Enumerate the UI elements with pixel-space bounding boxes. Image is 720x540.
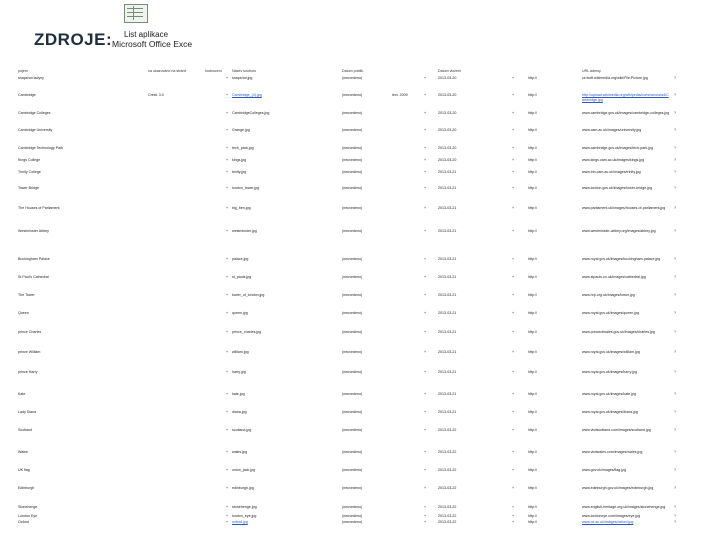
url-cell: www.hrp.org.uk/images/tower.jpg: [582, 293, 635, 297]
mark: ?: [674, 93, 676, 97]
source-name: snapshot ladyny: [18, 76, 44, 80]
separator: +: [226, 170, 229, 174]
separator: +: [226, 486, 229, 490]
header-cell: Datum publik.: [342, 69, 364, 73]
separator: +: [226, 350, 229, 354]
url-cell: www.royal.gov.uk/images/queen.jpg: [582, 311, 640, 315]
file-name: london_tower.jpg: [232, 186, 260, 190]
http-prefix: http://: [528, 186, 537, 190]
url-cell: www.royal.gov.uk/images/buckingham-palace.jpg: [582, 257, 661, 261]
insert-date: 2013-03-22: [438, 505, 457, 509]
excel-logo: [112, 4, 193, 50]
source-name: Westminster Abbey: [18, 229, 49, 233]
file-name: william.jpg: [232, 350, 249, 354]
insert-date: 2013-03-21: [438, 311, 457, 315]
separator: +: [424, 293, 427, 297]
file-name: Grange.jpg: [232, 128, 250, 132]
license: (neuvedeno): [342, 520, 363, 524]
insert-date: 2013-03-21: [438, 392, 457, 396]
license: (neuvedeno): [342, 410, 363, 414]
separator: +: [226, 514, 229, 518]
logo-line-1: List aplikace: [124, 30, 169, 39]
license: (neuvedeno): [342, 186, 363, 190]
separator: +: [424, 158, 427, 162]
separator: +: [424, 450, 427, 454]
separator: +: [512, 428, 515, 432]
url-cell: www.parliament.uk/images/houses-of-parliament.jpg: [582, 206, 666, 210]
insert-date: 2013-03-20: [438, 128, 457, 132]
mark: ?: [674, 468, 676, 472]
license: (neuvedeno): [342, 330, 363, 334]
license: (neuvedeno): [342, 128, 363, 132]
license: (neuvedeno): [342, 93, 363, 97]
separator: +: [226, 128, 229, 132]
insert-date: 2013-03-20: [438, 111, 457, 115]
insert-date: 2013-03-21: [438, 275, 457, 279]
source-name: Queen: [18, 311, 29, 315]
separator: +: [226, 410, 229, 414]
url-cell: www.cambridge.gov.uk/images/cambridge-colleges.jpg: [582, 111, 670, 115]
license: (neuvedeno): [342, 468, 363, 472]
source-name: Edinburgh: [18, 486, 35, 490]
http-prefix: http://: [528, 128, 537, 132]
separator: +: [226, 111, 229, 115]
http-prefix: http://: [528, 76, 537, 80]
http-prefix: http://: [528, 257, 537, 261]
separator: +: [226, 450, 229, 454]
file-name: CambridgeColleges.jpg: [232, 111, 270, 115]
source-name: Scotland: [18, 428, 32, 432]
file-name[interactable]: oxford.jpg: [232, 520, 248, 524]
insert-date: 2013-03-21: [438, 330, 457, 334]
header-cell: pojem: [18, 69, 28, 73]
url-cell[interactable]: www.ox.ac.uk/images/oxford.jpg: [582, 520, 634, 524]
url-cell: www.cam.ac.uk/images/university.jpg: [582, 128, 642, 132]
logo-line-2: Microsoft Office Exce: [112, 39, 193, 49]
mark: ?: [674, 486, 676, 490]
http-prefix: http://: [528, 468, 537, 472]
insert-date: 2013-03-20: [438, 146, 457, 150]
mark: ?: [674, 293, 676, 297]
separator: +: [512, 170, 515, 174]
separator: +: [226, 468, 229, 472]
source-name: Lady Diana: [18, 410, 37, 414]
file-name: trinity.jpg: [232, 170, 247, 174]
http-prefix: http://: [528, 392, 537, 396]
separator: +: [512, 330, 515, 334]
file-name: union_jack.jpg: [232, 468, 255, 472]
mark: ?: [674, 450, 676, 454]
http-prefix: http://: [528, 170, 537, 174]
file-name: edinburgh.jpg: [232, 486, 254, 490]
url-cell: www.edinburgh.gov.uk/images/edinburgh.jpg: [582, 486, 654, 490]
license: (neuvedeno): [342, 76, 363, 80]
insert-date: 2013-03-21: [438, 410, 457, 414]
separator: +: [512, 468, 515, 472]
url-cell: www.royal.gov.uk/images/harry.jpg: [582, 370, 637, 374]
mark: ?: [674, 514, 676, 518]
separator: +: [512, 514, 515, 518]
separator: +: [512, 76, 515, 80]
url-cell: www.english-heritage.org.uk/images/stonehenge.jpg: [582, 505, 666, 509]
header-cell: Název souboru: [232, 69, 257, 73]
insert-date: 2013-03-20: [438, 76, 457, 80]
separator: +: [226, 505, 229, 509]
source-name: Trinity College: [18, 170, 41, 174]
source-name: Cambridge Technology Park: [18, 146, 64, 150]
separator: +: [512, 257, 515, 261]
license: (neuvedeno): [342, 275, 363, 279]
http-prefix: http://: [528, 293, 537, 297]
separator: +: [424, 76, 427, 80]
file-name: scotland.jpg: [232, 428, 252, 432]
insert-date: 2013-03-21: [438, 206, 457, 210]
mark: ?: [674, 170, 676, 174]
source-name: The Tower: [18, 293, 35, 297]
source-name: UK flag: [18, 468, 30, 472]
url-cell: www.visitscotland.com/images/scotland.jpg: [582, 428, 651, 432]
separator: +: [512, 293, 515, 297]
separator: +: [512, 311, 515, 315]
http-prefix: http://: [528, 410, 537, 414]
separator: +: [424, 505, 427, 509]
http-prefix: http://: [528, 206, 537, 210]
source-name: prince William: [18, 350, 41, 354]
license: (neuvedeno): [342, 370, 363, 374]
url-cell[interactable]: http://upload.wikimedia.org/wikipedia/commons/a/a4/Cambridge.jpg: [582, 93, 669, 102]
insert-date: 2013-03-21: [438, 293, 457, 297]
mark: ?: [674, 257, 676, 261]
insert-date: 2013-03-22: [438, 468, 457, 472]
separator: +: [512, 128, 515, 132]
url-cell: www.london.gov.uk/images/tower-bridge.jpg: [582, 186, 653, 190]
http-prefix: http://: [528, 330, 537, 334]
mark: ?: [674, 350, 676, 354]
separator: +: [424, 514, 427, 518]
http-prefix: http://: [528, 93, 537, 97]
separator: +: [226, 229, 229, 233]
insert-date: 2013-03-20: [438, 93, 457, 97]
separator: +: [424, 186, 427, 190]
file-name: prince_charles.jpg: [232, 330, 262, 334]
source-name: The Houses of Parliament: [18, 206, 60, 210]
separator: +: [424, 330, 427, 334]
insert-date: 2013-03-21: [438, 350, 457, 354]
mark: ?: [674, 370, 676, 374]
license: (neuvedeno): [342, 311, 363, 315]
source-name: Wales: [18, 450, 28, 454]
separator: +: [512, 520, 515, 524]
file-name: snapshot.jpg: [232, 76, 253, 80]
http-prefix: http://: [528, 146, 537, 150]
license: (neuvedeno): [342, 257, 363, 261]
url-cell: www.trin.cam.ac.uk/images/trinity.jpg: [582, 170, 641, 174]
separator: +: [424, 128, 427, 132]
separator: +: [512, 158, 515, 162]
separator: +: [424, 520, 427, 524]
separator: +: [226, 392, 229, 396]
separator: +: [226, 76, 229, 80]
license: (neuvedeno): [342, 428, 363, 432]
url-cell: www.visitwales.com/images/wales.jpg: [582, 450, 643, 454]
http-prefix: http://: [528, 428, 537, 432]
mark: ?: [674, 128, 676, 132]
separator: +: [512, 486, 515, 490]
source-name: Kate: [18, 392, 26, 396]
separator: +: [226, 158, 229, 162]
http-prefix: http://: [528, 514, 537, 518]
source-name: St Paul's Cathedral: [18, 275, 49, 279]
url-cell: www.gov.uk/images/flag.jpg: [582, 468, 627, 472]
http-prefix: http://: [528, 158, 537, 162]
separator: +: [226, 520, 229, 524]
file-name: big_ben.jpg: [232, 206, 251, 210]
mark: ?: [674, 392, 676, 396]
separator: +: [226, 186, 229, 190]
url-cell: www.stpauls.co.uk/images/cathedral.jpg: [582, 275, 646, 279]
insert-date: 2013-03-21: [438, 257, 457, 261]
license: (neuvedeno): [342, 229, 363, 233]
file-name[interactable]: Cambridge_(4).jpg: [232, 93, 262, 97]
separator: +: [512, 275, 515, 279]
header-cell: hodnocení: [205, 69, 222, 73]
file-name: tower_of_london.jpg: [232, 293, 265, 297]
mark: ?: [674, 520, 676, 524]
insert-date: 2013-03-21: [438, 229, 457, 233]
mark: ?: [674, 111, 676, 115]
url-cell: www.londoneye.com/images/eye.jpg: [582, 514, 641, 518]
separator: +: [424, 486, 427, 490]
separator: +: [424, 350, 427, 354]
source-name: prince Harry: [18, 370, 38, 374]
header-cell: URL adresy: [582, 69, 601, 73]
http-prefix: http://: [528, 229, 537, 233]
source-name: Buckingham Palace: [18, 257, 50, 261]
separator: +: [424, 468, 427, 472]
separator: +: [226, 275, 229, 279]
mark: ?: [674, 76, 676, 80]
license: (neuvedeno): [342, 392, 363, 396]
separator: +: [226, 330, 229, 334]
http-prefix: http://: [528, 275, 537, 279]
license: (neuvedeno): [342, 158, 363, 162]
separator: +: [512, 146, 515, 150]
separator: +: [424, 170, 427, 174]
insert-date: 2013-03-21: [438, 370, 457, 374]
url-cell: www.princeofwales.gov.uk/images/charles.jpg: [582, 330, 655, 334]
separator: +: [226, 93, 229, 97]
rating: Creat. 3.0: [148, 93, 164, 97]
mark: ?: [674, 206, 676, 210]
file-name: st_pauls.jpg: [232, 275, 252, 279]
license: (neuvedeno): [342, 514, 363, 518]
separator: +: [512, 186, 515, 190]
insert-date: 2013-03-20: [438, 158, 457, 162]
source-name: London Eye: [18, 514, 38, 518]
file-name: wales.jpg: [232, 450, 247, 454]
separator: +: [424, 392, 427, 396]
separator: +: [424, 311, 427, 315]
mark: ?: [674, 505, 676, 509]
separator: +: [424, 93, 427, 97]
url-cell: www.royal.gov.uk/images/kate.jpg: [582, 392, 636, 396]
file-name: westminster.jpg: [232, 229, 257, 233]
separator: +: [512, 392, 515, 396]
http-prefix: http://: [528, 111, 537, 115]
separator: +: [226, 146, 229, 150]
license: (neuvedeno): [342, 450, 363, 454]
source-name: Oxford: [18, 520, 29, 524]
separator: +: [512, 93, 515, 97]
separator: +: [512, 206, 515, 210]
insert-date: 2013-03-22: [438, 514, 457, 518]
license: (neuvedeno): [342, 146, 363, 150]
separator: +: [424, 410, 427, 414]
license: (neuvedeno): [342, 111, 363, 115]
file-name: diana.jpg: [232, 410, 247, 414]
insert-date: 2013-03-21: [438, 186, 457, 190]
separator: +: [226, 293, 229, 297]
insert-date: 2013-03-22: [438, 428, 457, 432]
separator: +: [424, 146, 427, 150]
separator: +: [424, 428, 427, 432]
separator: +: [226, 428, 229, 432]
insert-date: 2013-03-22: [438, 486, 457, 490]
source-name: Stonehenge: [18, 505, 38, 509]
separator: +: [512, 410, 515, 414]
file-name: harry.jpg: [232, 370, 246, 374]
header-cell: Datum vložení: [438, 69, 461, 73]
mark: ?: [674, 330, 676, 334]
separator: +: [226, 370, 229, 374]
mark: ?: [674, 410, 676, 414]
separator: +: [424, 111, 427, 115]
http-prefix: http://: [528, 311, 537, 315]
publish-date: lect. 2009: [392, 93, 408, 97]
license: (neuvedeno): [342, 293, 363, 297]
url-cell: www.royal.gov.uk/images/william.jpg: [582, 350, 640, 354]
http-prefix: http://: [528, 450, 537, 454]
file-name: stonehenge.jpg: [232, 505, 257, 509]
file-name: tech_park.jpg: [232, 146, 254, 150]
mark: ?: [674, 229, 676, 233]
license: (neuvedeno): [342, 206, 363, 210]
file-name: london_eye.jpg: [232, 514, 257, 518]
file-name: queen.jpg: [232, 311, 248, 315]
license: (neuvedeno): [342, 170, 363, 174]
mark: ?: [674, 275, 676, 279]
source-name: Kings College: [18, 158, 41, 162]
file-name: kate.jpg: [232, 392, 245, 396]
url-cell: cs.lsoft.wikimedia.org/wiki/File:Picture.jpg: [582, 76, 648, 80]
separator: +: [512, 505, 515, 509]
separator: +: [226, 206, 229, 210]
separator: +: [512, 229, 515, 233]
separator: +: [512, 370, 515, 374]
source-name: Cambridge: [18, 93, 36, 97]
url-cell: www.cambridge.gov.uk/images/tech-park.jpg: [582, 146, 654, 150]
http-prefix: http://: [528, 350, 537, 354]
separator: +: [512, 350, 515, 354]
http-prefix: http://: [528, 486, 537, 490]
insert-date: 2013-03-22: [438, 450, 457, 454]
header-cell: na ukazováno na straně: [148, 69, 187, 73]
source-name: Cambridge Colleges: [18, 111, 51, 115]
http-prefix: http://: [528, 520, 537, 524]
separator: +: [424, 206, 427, 210]
url-cell: www.westminster-abbey.org/images/abbey.jpg: [582, 229, 656, 233]
file-name: kings.jpg: [232, 158, 247, 162]
source-name: prince Charles: [18, 330, 42, 334]
separator: +: [424, 229, 427, 233]
separator: +: [512, 111, 515, 115]
source-name: Cambridge University: [18, 128, 53, 132]
spreadsheet-icon: [124, 4, 148, 23]
separator: +: [512, 450, 515, 454]
http-prefix: http://: [528, 505, 537, 509]
insert-date: 2013-03-22: [438, 520, 457, 524]
mark: ?: [674, 311, 676, 315]
license: (neuvedeno): [342, 505, 363, 509]
file-name: palace.jpg: [232, 257, 249, 261]
insert-date: 2013-03-21: [438, 170, 457, 174]
http-prefix: http://: [528, 370, 537, 374]
separator: +: [424, 370, 427, 374]
separator: +: [226, 311, 229, 315]
page-title: ZDROJE:: [34, 30, 113, 49]
separator: +: [424, 275, 427, 279]
separator: +: [424, 257, 427, 261]
url-cell: www.kings.cam.ac.uk/images/kings.jpg: [582, 158, 645, 162]
license: (neuvedeno): [342, 486, 363, 490]
mark: ?: [674, 146, 676, 150]
mark: ?: [674, 186, 676, 190]
mark: ?: [674, 428, 676, 432]
license: (neuvedeno): [342, 350, 363, 354]
mark: ?: [674, 158, 676, 162]
separator: +: [226, 257, 229, 261]
url-cell: www.royal.gov.uk/images/diana.jpg: [582, 410, 638, 414]
source-name: Tower Bridge: [18, 186, 39, 190]
